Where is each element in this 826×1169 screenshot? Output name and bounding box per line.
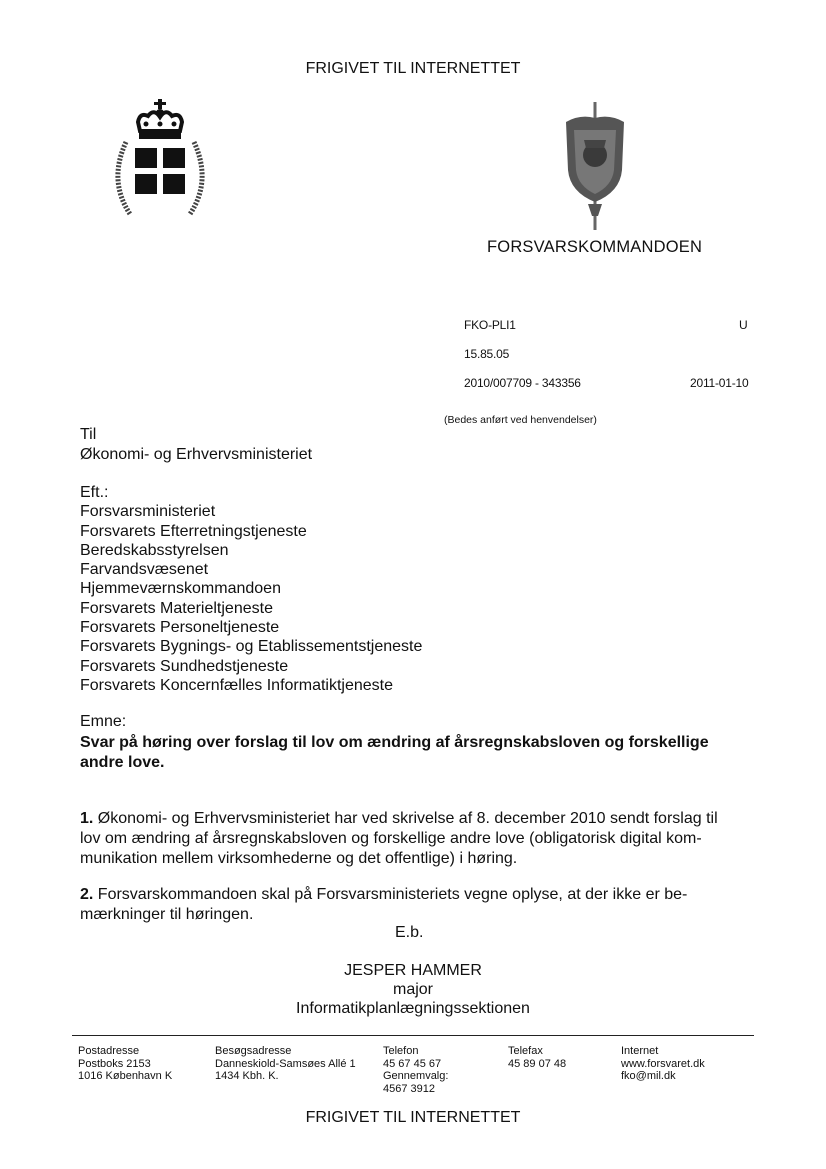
footer-fax	[508, 1045, 566, 1070]
footer-line: 1434 Kbh. K.	[215, 1070, 279, 1082]
footer-internet	[621, 1045, 705, 1083]
paragraph-number: 1.	[80, 810, 94, 827]
list-item: Forsvarets Bygnings- og Etablissementstjeneste	[80, 638, 423, 656]
copies-list	[80, 483, 422, 695]
case-number: 2010/007709 - 343356	[464, 376, 581, 390]
list-item: Hjemmeværnskommandoen	[80, 580, 281, 598]
footer-line: Postboks 2153	[78, 1057, 151, 1070]
paragraph-line: lov om ændring af årsregnskabsloven og forskellige andre love (obligatorisk digital kom-	[80, 830, 702, 847]
letter-date: 2011-01-10	[690, 376, 749, 390]
footer-heading: Telefon	[383, 1045, 419, 1057]
subject-label: Emne:	[80, 713, 127, 730]
footer-line: 45 89 07 48	[508, 1057, 567, 1070]
reference-note: (Bedes anført ved henvendelser)	[444, 414, 597, 426]
file-number: 15.85.05	[464, 347, 510, 361]
org-name: FORSVARSKOMMANDOEN	[487, 238, 703, 256]
list-item: Forsvarsministeriet	[80, 503, 216, 521]
office-code: FKO-PLI1	[464, 318, 516, 332]
footer-line: fko@mil.dk	[621, 1070, 676, 1082]
list-item: Forsvarets Materieltjeneste	[80, 599, 273, 617]
recipient-name: Økonomi- og Erhvervsministeriet	[80, 446, 313, 463]
recipient-label: Til	[80, 426, 97, 443]
copies-label: Eft.:	[80, 484, 109, 501]
footer-line: 1016 København K	[78, 1070, 173, 1082]
paragraph-number: 2.	[80, 886, 94, 903]
signature-eb: E.b.	[395, 924, 424, 941]
classification-marking: U	[739, 318, 748, 332]
paragraph-line: munikation mellem virksomhederne og det offentlige) i høring.	[80, 850, 518, 867]
list-item: Farvandsvæsenet	[80, 561, 209, 579]
list-item: Forsvarets Personeltjeneste	[80, 619, 280, 637]
royal-emblem-logo	[110, 96, 210, 226]
paragraph-line: mærkninger til høringen.	[80, 906, 254, 923]
subject-text	[80, 733, 709, 773]
list-item: Forsvarets Sundhedstjeneste	[80, 657, 289, 675]
paragraph-1	[80, 809, 760, 869]
signatory-name: JESPER HAMMER	[344, 962, 482, 979]
release-stamp-top: FRIGIVET TIL INTERNETTET	[305, 60, 521, 77]
subject-line-2: andre love.	[80, 754, 165, 771]
footer-phone	[383, 1045, 448, 1095]
signatory-section: Informatikplanlægningssektionen	[296, 1000, 530, 1017]
footer-post-address	[78, 1045, 172, 1083]
list-item: Forsvarets Efterretningstjeneste	[80, 522, 307, 540]
subject-line-1: Svar på høring over forslag til lov om ændring af årsregnskabsloven og forskellige	[80, 734, 709, 751]
list-item: Forsvarets Koncernfælles Informatiktjeneste	[80, 676, 394, 694]
footer-line: www.forsvaret.dk	[621, 1057, 705, 1070]
paragraph-line: Forsvarskommandoen skal på Forsvarsministeriets vegne oplyse, at der ikke er be-	[97, 886, 688, 903]
footer-heading: Besøgsadresse	[215, 1045, 292, 1057]
footer-heading: Telefax	[508, 1045, 543, 1057]
footer-line: Danneskiold-Samsøes Allé 1	[215, 1057, 356, 1070]
footer-line: 4567 3912	[383, 1082, 435, 1095]
release-stamp-bottom: FRIGIVET TIL INTERNETTET	[305, 1109, 521, 1126]
footer-heading: Internet	[621, 1045, 659, 1057]
footer-heading: Postadresse	[78, 1045, 140, 1057]
paragraph-line: Økonomi- og Erhvervsministeriet har ved skrivelse af 8. december 2010 sendt forslag til	[97, 810, 718, 827]
footer-divider	[72, 1035, 754, 1036]
footer-line: Gennemvalg:	[383, 1070, 449, 1082]
footer-visit-address	[215, 1045, 356, 1083]
signatory-rank: major	[392, 981, 433, 998]
paragraph-2	[80, 885, 760, 925]
footer-line: 45 67 45 67	[383, 1057, 442, 1070]
forsvarskommandoen-emblem	[560, 100, 630, 232]
list-item: Beredskabsstyrelsen	[80, 541, 229, 559]
